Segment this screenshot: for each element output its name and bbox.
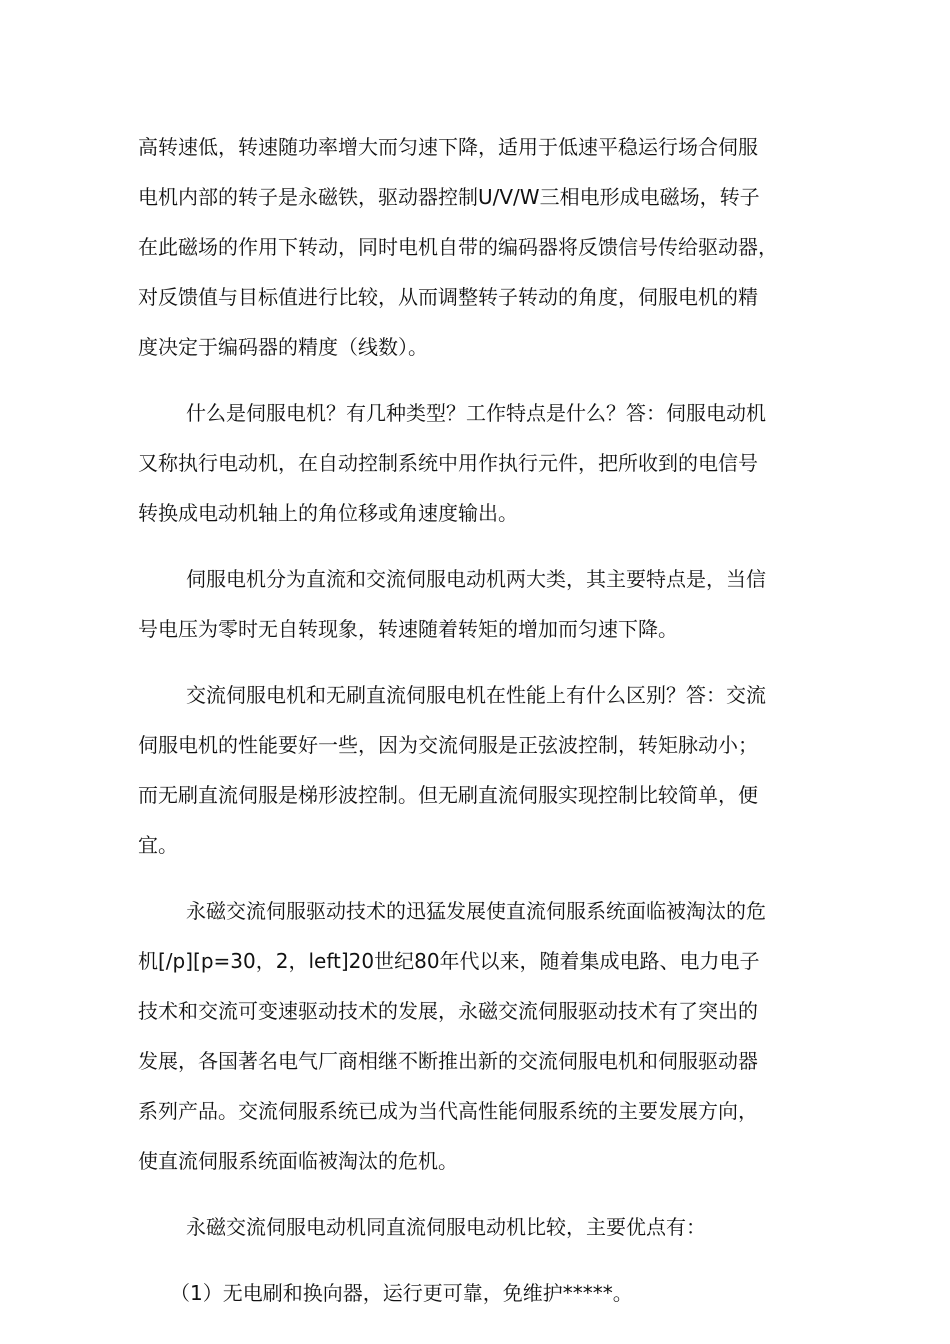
paragraph-servo-types bbox=[138, 554, 822, 654]
text-line: 度决定于编码器的精度（线数）。 bbox=[138, 335, 428, 359]
paragraph-ac-servo-development bbox=[138, 886, 822, 1186]
text-line: 系列产品。交流伺服系统已成为当代高性能伺服系统的主要发展方向， bbox=[138, 1099, 758, 1123]
text-line: 而无刷直流伺服是梯形波控制。但无刷直流伺服实现控制比较简单，便 bbox=[138, 783, 758, 807]
paragraph-what-is-servo bbox=[138, 388, 822, 538]
text-line: 伺服电机的性能要好一些，因为交流伺服是正弦波控制，转矩脉动小； bbox=[138, 733, 758, 757]
paragraph-servo-principle bbox=[138, 122, 822, 372]
text-line: 交流伺服电机和无刷直流伺服电机在性能上有什么区别？答：交流 bbox=[186, 683, 766, 707]
text-line: 伺服电机分为直流和交流伺服电动机两大类，其主要特点是，当信 bbox=[186, 567, 766, 591]
paragraph-ac-vs-brushless bbox=[138, 670, 822, 870]
text-line: 技术和交流可变速驱动技术的发展，永磁交流伺服驱动技术有了突出的 bbox=[138, 999, 758, 1023]
text-line: 什么是伺服电机？有几种类型？工作特点是什么？答：伺服电动机 bbox=[186, 401, 766, 425]
text-line: 永磁交流伺服驱动技术的迅猛发展使直流伺服系统面临被淘汰的危 bbox=[186, 899, 766, 923]
text-line: 使直流伺服系统面临被淘汰的危机。 bbox=[138, 1149, 458, 1173]
text-line: 转换成电动机轴上的角位移或角速度输出。 bbox=[138, 501, 518, 525]
text-line: 电机内部的转子是永磁铁，驱动器控制U/V/W三相电形成电磁场，转子 bbox=[138, 185, 760, 209]
text-line: 号电压为零时无自转现象，转速随着转矩的增加而匀速下降。 bbox=[138, 617, 678, 641]
text-line: 宜。 bbox=[138, 833, 178, 857]
text-line: 发展，各国著名电气厂商相继不断推出新的交流伺服电机和伺服驱动器 bbox=[138, 1049, 758, 1073]
text-line: 又称执行电动机，在自动控制系统中用作执行元件，把所收到的电信号 bbox=[138, 451, 758, 475]
text-line: 对反馈值与目标值进行比较，从而调整转子转动的角度，伺服电机的精 bbox=[138, 285, 758, 309]
paragraph-advantages-intro bbox=[138, 1202, 822, 1252]
text-line: 永磁交流伺服电动机同直流伺服电动机比较，主要优点有： bbox=[186, 1215, 706, 1239]
text-line: 在此磁场的作用下转动，同时电机自带的编码器将反馈信号传给驱动器， bbox=[138, 235, 778, 259]
text-line: 高转速低，转速随功率增大而匀速下降，适用于低速平稳运行场合伺服 bbox=[138, 135, 758, 159]
document-body bbox=[138, 122, 822, 1334]
paragraph-advantage-1 bbox=[138, 1268, 822, 1318]
text-line: （1）无电刷和换向器，运行更可靠，免维护*****。 bbox=[170, 1281, 633, 1305]
text-line: 机[/p][p=30，2，left]20世纪80年代以来，随着集成电路、电力电子 bbox=[138, 949, 760, 973]
